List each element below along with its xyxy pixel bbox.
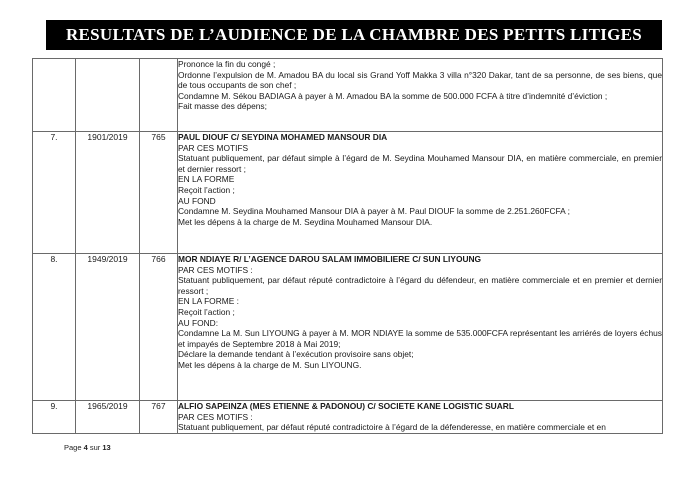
page-title: RESULTATS DE L’AUDIENCE DE LA CHAMBRE DES PETITS LITIGES [46,20,662,50]
case-number: 8. [33,254,76,401]
decision-line: Déclare la demande tendant à l’exécution provisoire sans objet; [178,349,414,360]
rg-number: 1949/2019 [76,254,140,401]
decision-line: Condamne M. Sékou BADIAGA à payer à M. Amadou BA la somme de 500.000 FCFA à titre d’indemnité d’éviction ; [178,90,608,101]
decision-line: AU FOND [178,195,216,206]
table-row [33,132,663,254]
table-row [33,59,663,132]
decision-line: Met les dépens à la charge de M. Seydina Mouhamed Mansour DIA. [178,216,433,227]
page-total: 13 [102,443,111,452]
judgment-number [140,59,178,132]
decision-text [178,401,663,434]
rg-number [76,59,140,132]
decision-line: Condamne La M. Sun LIYOUNG à payer à M. MOR NDIAYE la somme de 535.000FCFA représentant les arriérés de loyers échus et impayés de Septembre 2018 à Mai 2019; [178,328,662,349]
judgment-number: 766 [140,254,178,401]
decision-text [178,254,663,401]
case-number: 9. [33,401,76,434]
decision-text [178,59,663,132]
decision-text [178,132,663,254]
decision-line: Fait masse des dépens; [178,101,267,112]
decision-line: Condamne M. Seydina Mouhamed Mansour DIA à payer à M. Paul DIOUF la somme de 2.251.260FCFA ; [178,206,570,217]
decision-line: Prononce la fin du congé ; [178,59,276,69]
table-row [33,401,663,434]
decision-line: PAR CES MOTIFS : [178,264,253,275]
decision-line: EN LA FORME : [178,296,239,307]
case-heading: PAUL DIOUF C/ SEYDINA MOHAMED MANSOUR DIA [178,132,388,142]
judgment-number: 765 [140,132,178,254]
page-middle: sur [87,443,103,452]
decision-line: Reçoit l’action ; [178,184,235,195]
page-current: 4 [83,443,88,452]
page-counter [64,443,111,452]
table-row [33,254,663,401]
decision-line: Statuant publiquement, par défaut simple à l’égard de M. Seydina Mouhamed Mansour DIA, en matière commerciale, en premier et dernier ressort ; [178,153,662,174]
decision-line: PAR CES MOTIFS [178,142,249,153]
case-heading: ALFIO SAPEINZA (MES ETIENNE & PADONOU) C/ SOCIETE KANE LOGISTIC SUARL [178,401,514,411]
rg-number: 1965/2019 [76,401,140,434]
case-number [33,59,76,132]
decision-line: EN LA FORME [178,174,235,185]
decision-line: Statuant publiquement, par défaut réputé contradictoire à l’égard de la défenderesse, en matière commerciale et en [178,422,606,433]
decision-line: Statuant publiquement, par défaut réputé contradictoire à l’égard du défendeur, en matière commerciale et en premier et dernier ressort ; [178,275,662,296]
page-prefix: Page [64,443,84,452]
case-heading: MOR NDIAYE R/ L’AGENCE DAROU SALAM IMMOBILIERE C/ SUN LIYOUNG [178,254,482,264]
rg-number: 1901/2019 [76,132,140,254]
judgment-number: 767 [140,401,178,434]
results-table [32,58,663,434]
decision-line: PAR CES MOTIFS : [178,411,253,422]
decision-line: Ordonne l’expulsion de M. Amadou BA du local sis Grand Yoff Makka 3 villa n°320 Dakar, tant de sa personne, de ses biens, que de tous occupants de son chef ; [178,69,662,91]
decision-line: AU FOND: [178,317,219,328]
decision-line: Met les dépens à la charge de M. Sun LIYOUNG. [178,359,362,370]
case-number: 7. [33,132,76,254]
decision-line: Reçoit l’action ; [178,306,235,317]
